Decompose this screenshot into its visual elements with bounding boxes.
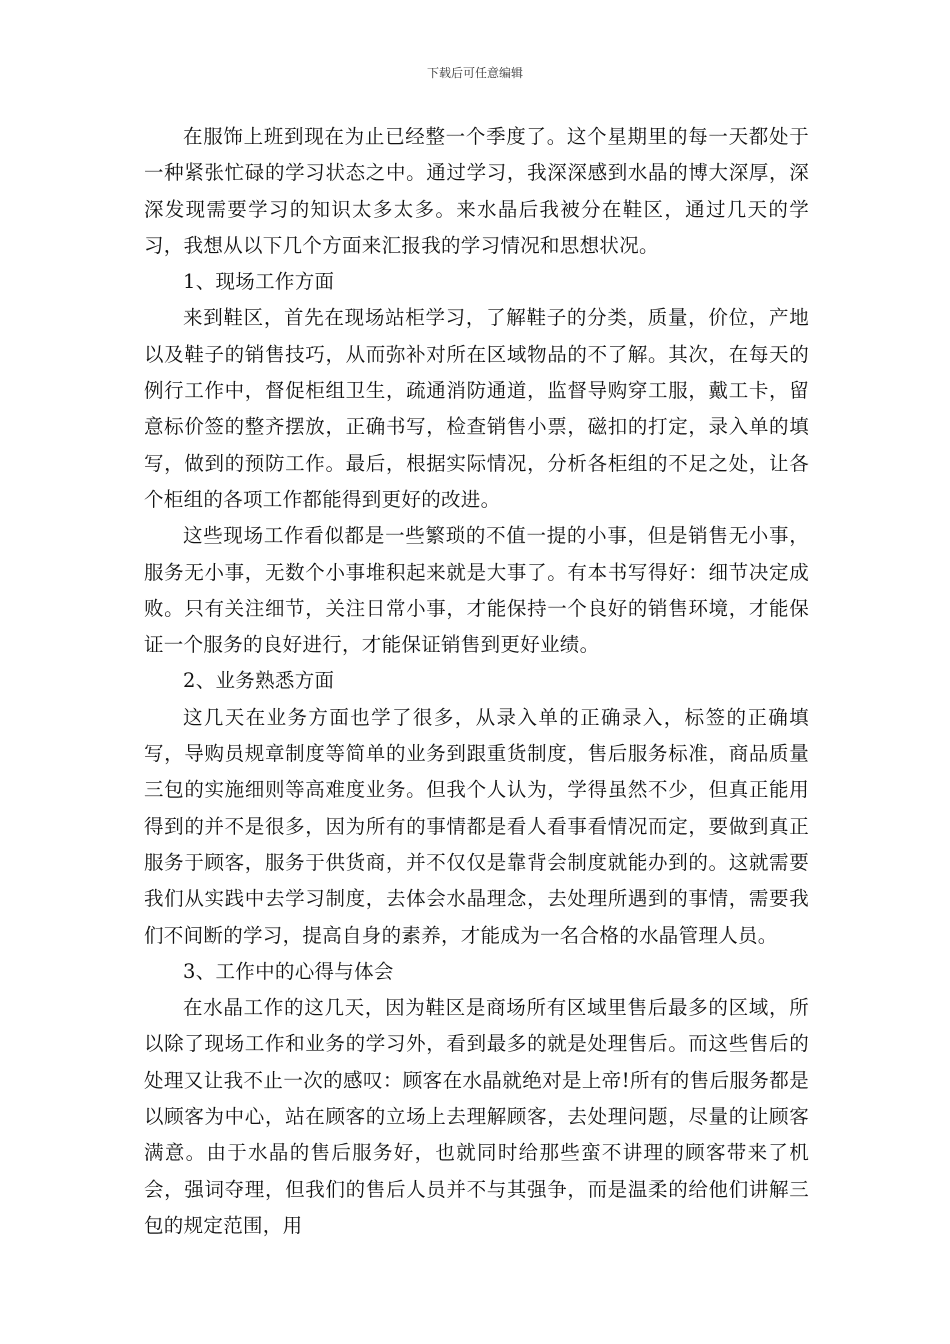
paragraph-section-1b: 这些现场工作看似都是一些繁琐的不值一提的小事，但是销售无小事，服务无小事，无数个小事堆积起来就是大事了。有本书写得好：细节决定成败。只有关注细节，关注日常小事，才能保持一个良好的销售环境，才能保证一个服务的良好进行，才能保证销售到更好业绩。 xyxy=(144,524,809,657)
paragraph-section-3: 在水晶工作的这几天，因为鞋区是商场所有区域里售后最多的区域，所以除了现场工作和业务的学习外，看到最多的就是处理售后。而这些售后的处理又让我不止一次的感叹：顾客在水晶就绝对是上帝!所有的售后服务都是以顾客为中心，站在顾客的立场上去理解顾客，去处理问题，尽量的让顾客满意。由于水晶的售后服务好，也就同时给那些蛮不讲理的顾客带来了机会，强词夺理，但我们的售后人员并不与其强争，而是温柔的给他们讲解三包的规定范围，用 xyxy=(144,996,809,1237)
section-heading-3: 3、工作中的心得与体会 xyxy=(183,959,394,983)
document-body xyxy=(144,119,809,1244)
section-heading-1: 1、现场工作方面 xyxy=(183,270,335,294)
paragraph-section-1a: 来到鞋区，首先在现场站柜学习，了解鞋子的分类，质量，价位，产地以及鞋子的销售技巧，从而弥补对所在区域物品的不了解。其次，在每天的例行工作中，督促柜组卫生，疏通消防通道，监督导购穿工服，戴工卡，留意标价签的整齐摆放，正确书写，检查销售小票，磁扣的打定，录入单的填写，做到的预防工作。最后，根据实际情况，分析各柜组的不足之处，让各个柜组的各项工作都能得到更好的改进。 xyxy=(144,306,809,511)
paragraph-intro: 在服饰上班到现在为止已经整一个季度了。这个星期里的每一天都处于一种紧张忙碌的学习状态之中。通过学习，我深深感到水晶的博大深厚，深深发现需要学习的知识太多太多。来水晶后我被分在鞋区，通过几天的学习，我想从以下几个方面来汇报我的学习情况和思想状况。 xyxy=(144,125,809,257)
section-heading-2: 2、业务熟悉方面 xyxy=(183,669,335,693)
paragraph-section-2: 这几天在业务方面也学了很多，从录入单的正确录入，标签的正确填写，导购员规章制度等简单的业务到跟重货制度，售后服务标准，商品质量三包的实施细则等高难度业务。但我个人认为，学得虽然不少，但真正能用得到的并不是很多，因为所有的事情都是看人看事看情况而定，要做到真正服务于顾客，服务于供货商，并不仅仅是靠背会制度就能办到的。这就需要我们从实践中去学习制度，去体会水晶理念，去处理所遇到的事情，需要我们不间断的学习，提高自身的素养，才能成为一名合格的水晶管理人员。 xyxy=(144,705,809,947)
page-header: 下载后可任意编辑 xyxy=(426,66,523,80)
